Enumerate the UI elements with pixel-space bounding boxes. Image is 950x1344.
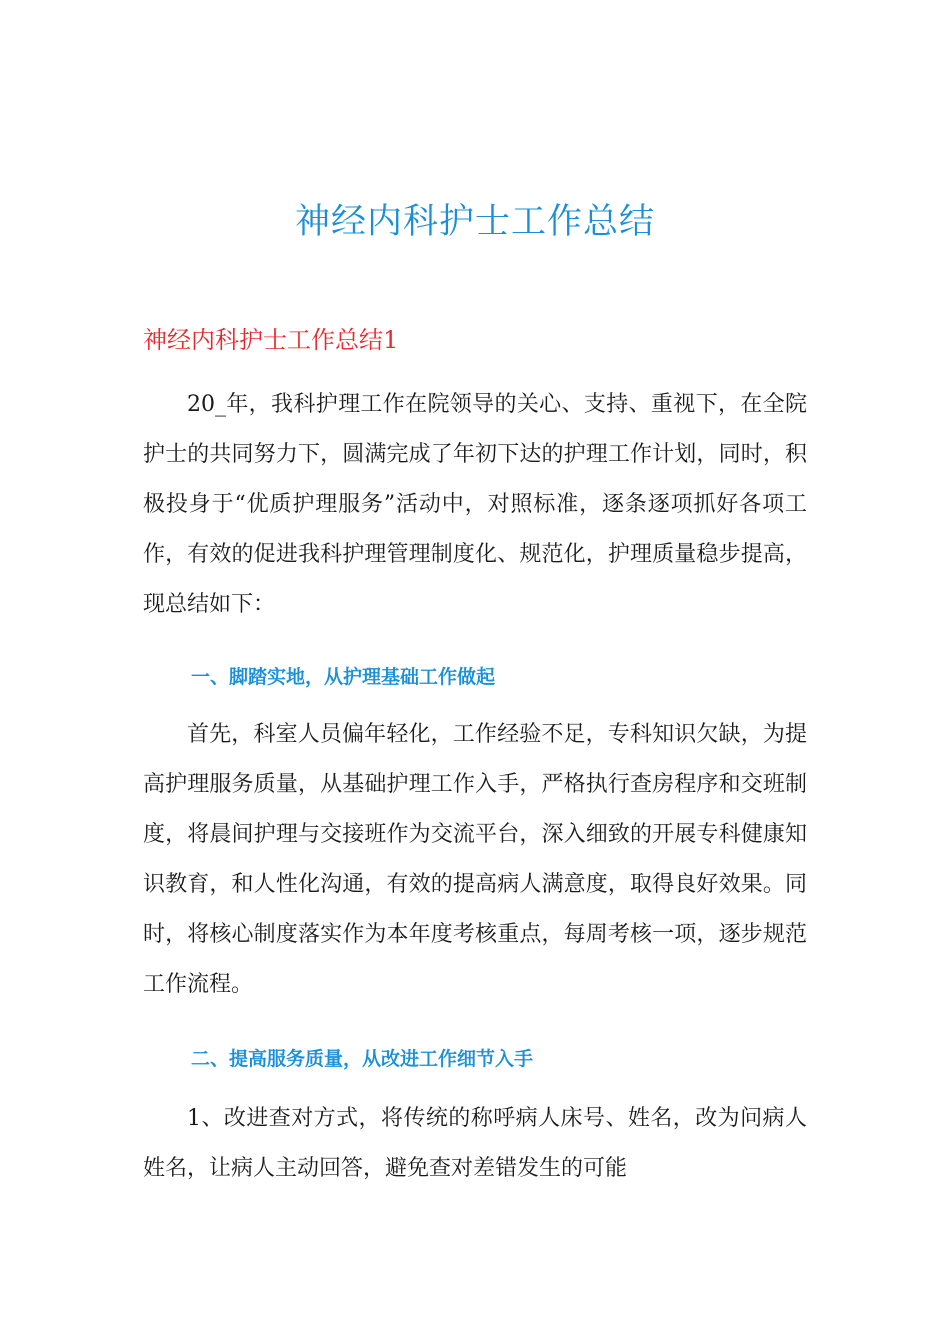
part-two-paragraph: 1、改进查对方式，将传统的称呼病人床号、姓名，改为问病人姓名，让病人主动回答，避免查对差错发生的可能 (143, 1106, 807, 1181)
subheading-part-one: 一、脚踏实地，从护理基础工作做起 (191, 666, 496, 688)
section-title: 神经内科护士工作总结1 (143, 326, 399, 354)
subheading-part-two: 二、提高服务质量，从改进工作细节入手 (191, 1048, 534, 1070)
part-one-paragraph: 首先，科室人员偏年轻化，工作经验不足，专科知识欠缺，为提高护理服务质量，从基础护理工作入手，严格执行查房程序和交班制度，将晨间护理与交接班作为交流平台，深入细致的开展专科健康知识教育，和人性化沟通，有效的提高病人满意度，取得良好效果。同时，将核心制度落实作为本年度考核重点，每周考核一项，逐步规范工作流程。 (143, 722, 807, 997)
document-title: 神经内科护士工作总结 (294, 202, 655, 242)
intro-paragraph: 20_年，我科护理工作在院领导的关心、支持、重视下，在全院护士的共同努力下，圆满完成了年初下达的护理工作计划，同时，积极投身于“优质护理服务”活动中，对照标准，逐条逐项抓好各项工作，有效的促进我科护理管理制度化、规范化，护理质量稳步提高，现总结如下： (143, 392, 807, 617)
